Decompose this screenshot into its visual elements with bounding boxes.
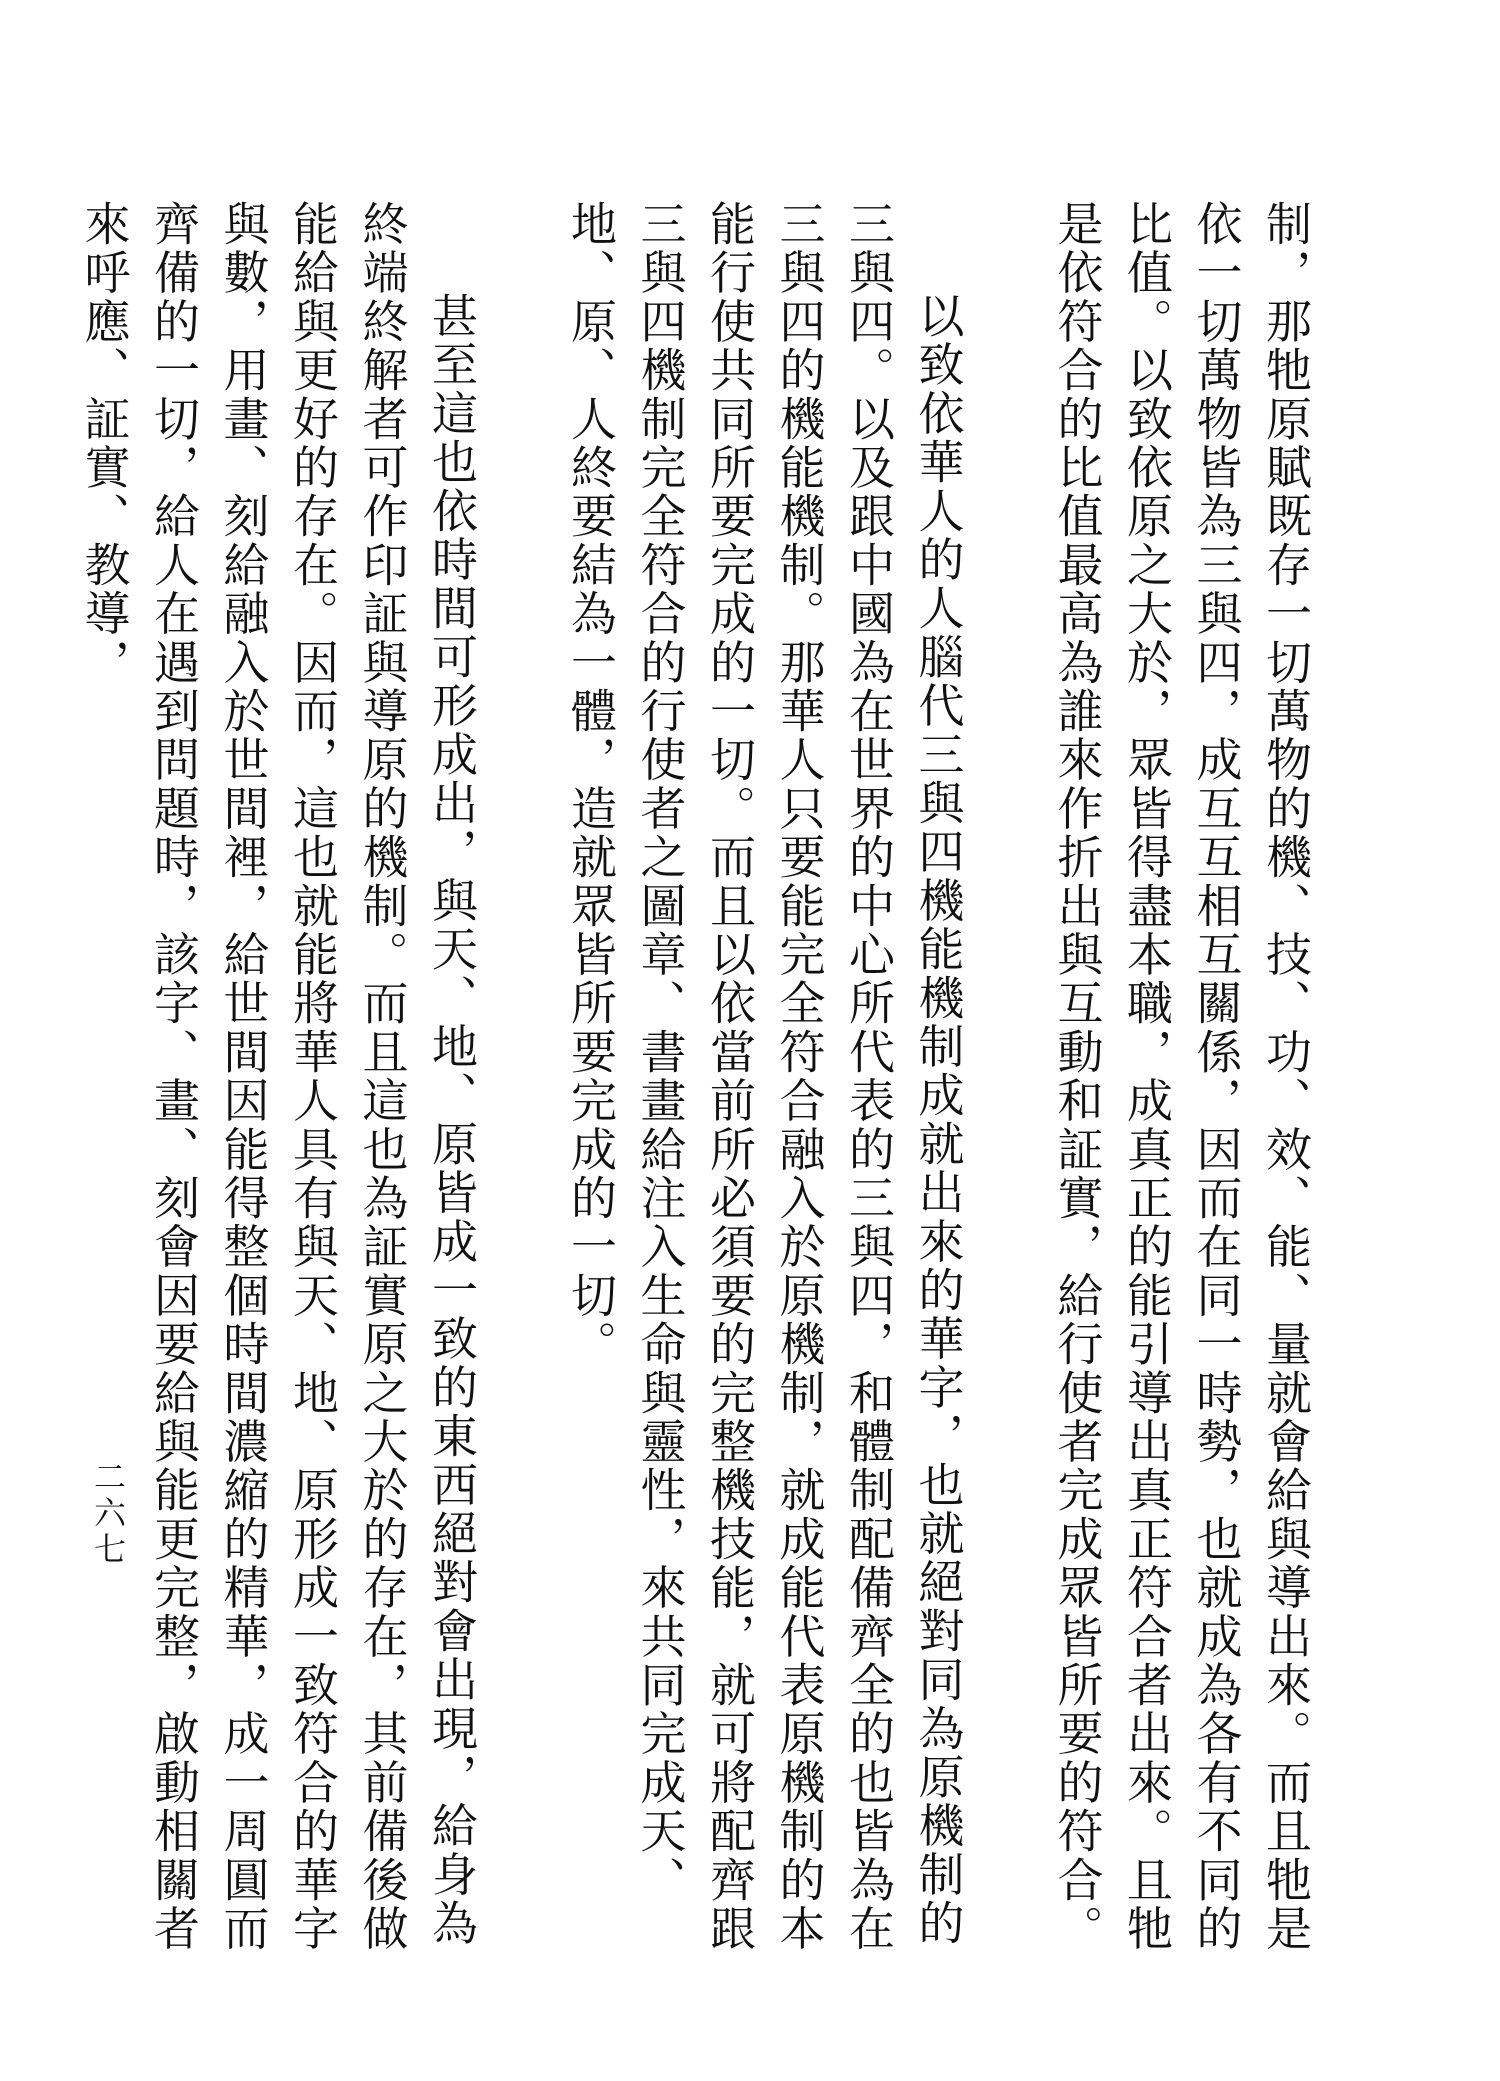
page-number: 二六七 (89, 1460, 127, 1568)
vertical-text-block (69, 200, 1320, 1960)
paragraph-2: 以致依華人的人腦代三與四機能機制成就出來的華字，也就絕對同為原機制的三與四。以及跟中國為在世界的中心所代表的三與四，和體制配備齊全的也皆為在三與四的機能機制。那華人只要能完全符合融入於原機制，就成能代表原機制的本能行使共同所要完成的一切。而且以依當前所必須要的完整機技能，就可將配齊跟三與四機制完全符合的行使者之圖章、書畫給注入生命與靈性，來共同完成天、地、原、人終要結為一體，造就眾皆所要完成的一切。 (564, 200, 966, 1954)
paragraph-1: 制，那牠原賦既存一切萬物的機、技、功、效、能、量就會給與導出來。而且牠是依一切萬物皆為三與四，成互互相互關係，因而在同一時勢，也就成為各有不同的比值。以致依原之大於，眾皆得盡本職，成真正的能引導出真正符合者出來。且牠是依符合的比值最高為誰來作折出與互動和証實，給行使者完成眾皆所要的符合。 (1050, 200, 1313, 1954)
paragraph-3: 甚至這也依時間可形成出，與天、地、原皆成一致的東西絕對會出現，給身為終端終解者可作印証與導原的機制。而且這也為証實原之大於的存在，其前備後做能給與更好的存在。因而，這也就能將華人具有與天、地、原形成一致符合的華字與數，用畫、刻給融入於世間裡，給世間因能得整個時間濃縮的精華，成一周圓而齊備的一切，給人在遇到問題時，該字、畫、刻會因要給與能更完整，啟動相關者來呼應、証實、教導， (77, 200, 479, 1954)
